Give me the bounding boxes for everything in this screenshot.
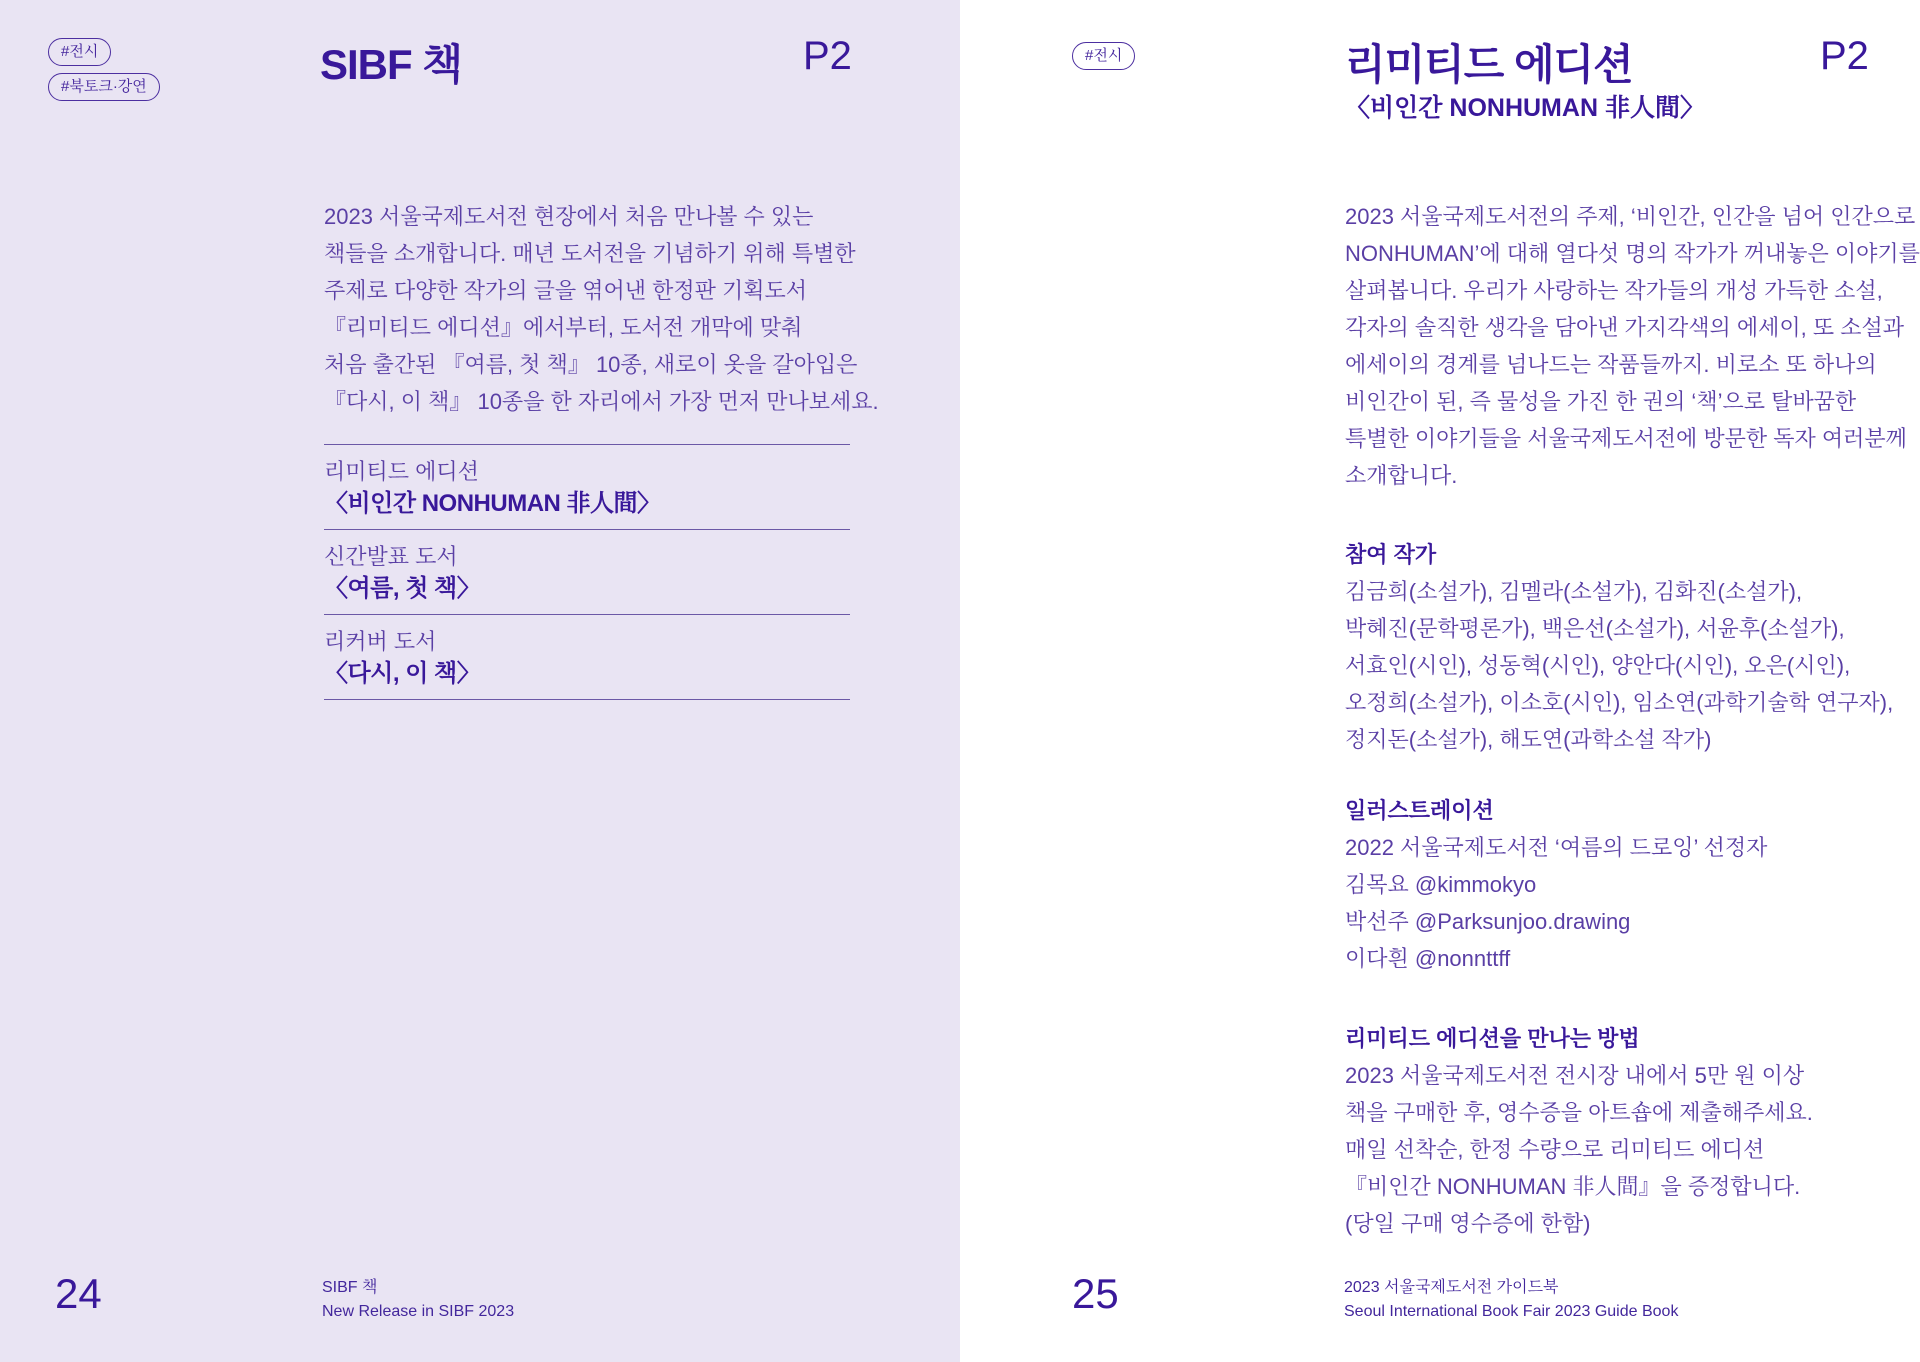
section-line: 2022 서울국제도서전 ‘여름의 드로잉’ 선정자	[1345, 835, 1768, 860]
footer-line: Seoul International Book Fair 2023 Guide Book	[1344, 1303, 1679, 1320]
page-ref-label: P2	[1820, 34, 1869, 78]
category-title: 〈여름, 첫 책〉	[324, 575, 481, 602]
intro-paragraph	[324, 198, 879, 420]
section-line: 오정희(소설가), 이소호(시인), 임소연(과학기술학 연구자),	[1345, 690, 1894, 715]
page-title: 리미티드 에디션	[1345, 41, 1633, 88]
intro-line: 살펴봅니다. 우리가 사랑하는 작가들의 개성 가득한 소설,	[1345, 278, 1883, 303]
section-line: 김목요 @kimmokyo	[1345, 872, 1537, 897]
intro-line: 비인간이 된, 즉 물성을 가진 한 권의 ‘책’으로 탈바꿈한	[1345, 389, 1857, 414]
intro-line: 책들을 소개합니다. 매년 도서전을 기념하기 위해 특별한	[324, 241, 856, 266]
running-footer	[1344, 1276, 1678, 1324]
list-item	[324, 529, 850, 614]
intro-line: 2023 서울국제도서전 현장에서 처음 만나볼 수 있는	[324, 204, 814, 229]
section-heading: 일러스트레이션	[1345, 798, 1494, 823]
section-line: 『비인간 NONHUMAN 非人間』을 증정합니다.	[1345, 1174, 1801, 1199]
intro-line: 에세이의 경계를 넘나드는 작품들까지. 비로소 또 하나의	[1345, 352, 1877, 377]
intro-line: NONHUMAN’에 대해 열다섯 명의 작가가 꺼내놓은 이야기를	[1345, 241, 1920, 266]
list-item	[324, 614, 850, 700]
intro-line: 『다시, 이 책』 10종을 한 자리에서 가장 먼저 만나보세요.	[324, 389, 879, 414]
page-number: 25	[1072, 1270, 1119, 1317]
intro-line: 『리미티드 에디션』에서부터, 도서전 개막에 맞춰	[324, 315, 803, 340]
section-line: 책을 구매한 후, 영수증을 아트숍에 제출해주세요.	[1345, 1100, 1813, 1125]
section-line: 매일 선착순, 한정 수량으로 리미티드 에디션	[1345, 1137, 1765, 1162]
section-participating-authors	[1345, 536, 1893, 758]
section-heading: 참여 작가	[1345, 542, 1437, 567]
tag-exhibition: #전시	[1072, 42, 1135, 70]
footer-line: New Release in SIBF 2023	[322, 1303, 515, 1320]
intro-line: 2023 서울국제도서전의 주제, ‘비인간, 인간을 넘어 인간으로	[1345, 204, 1916, 229]
intro-paragraph	[1345, 198, 1920, 494]
section-how-to-get	[1345, 1020, 1813, 1242]
category-label: 리커버 도서	[324, 629, 437, 654]
category-label: 신간발표 도서	[324, 544, 458, 569]
tag-exhibition: #전시	[48, 38, 111, 66]
intro-line: 특별한 이야기들을 서울국제도서전에 방문한 독자 여러분께	[1345, 426, 1907, 451]
intro-line: 처음 출간된 『여름, 첫 책』 10종, 새로이 옷을 갈아입은	[324, 352, 858, 377]
section-illustration	[1345, 792, 1767, 977]
section-line: (당일 구매 영수증에 한함)	[1345, 1211, 1591, 1236]
category-title: 〈비인간 NONHUMAN 非人間〉	[324, 490, 661, 517]
book-category-list	[324, 444, 850, 700]
section-line: 김금희(소설가), 김멜라(소설가), 김화진(소설가),	[1345, 579, 1803, 604]
intro-line: 각자의 솔직한 생각을 담아낸 가지각색의 에세이, 또 소설과	[1345, 315, 1904, 340]
category-label: 리미티드 에디션	[324, 459, 479, 484]
intro-line: 소개합니다.	[1345, 463, 1458, 488]
running-footer	[322, 1276, 514, 1324]
tag-booktalk-lecture: #북토크·강연	[48, 73, 160, 101]
edition-subtitle: 〈비인간 NONHUMAN 非人間〉	[1345, 94, 1705, 122]
page-right	[960, 0, 1920, 1362]
page-ref-label: P2	[803, 34, 852, 78]
footer-line: SIBF 책	[322, 1279, 378, 1296]
section-line: 이다흰 @nonnttff	[1345, 946, 1511, 971]
category-title: 〈다시, 이 책〉	[324, 660, 481, 687]
section-line: 정지돈(소설가), 해도연(과학소설 작가)	[1345, 727, 1712, 752]
list-item	[324, 444, 850, 529]
footer-line: 2023 서울국제도서전 가이드북	[1344, 1279, 1559, 1296]
tag-list	[1072, 42, 1135, 70]
page-number: 24	[55, 1270, 102, 1317]
tag-list	[48, 38, 160, 101]
section-line: 박혜진(문학평론가), 백은선(소설가), 서윤후(소설가),	[1345, 616, 1845, 641]
section-line: 서효인(시인), 성동혁(시인), 양안다(시인), 오은(시인),	[1345, 653, 1851, 678]
section-heading: 리미티드 에디션을 만나는 방법	[1345, 1026, 1640, 1051]
page-title: SIBF 책	[320, 41, 462, 88]
section-line: 2023 서울국제도서전 전시장 내에서 5만 원 이상	[1345, 1063, 1805, 1088]
section-line: 박선주 @Parksunjoo.drawing	[1345, 909, 1631, 934]
intro-line: 주제로 다양한 작가의 글을 엮어낸 한정판 기획도서	[324, 278, 807, 303]
